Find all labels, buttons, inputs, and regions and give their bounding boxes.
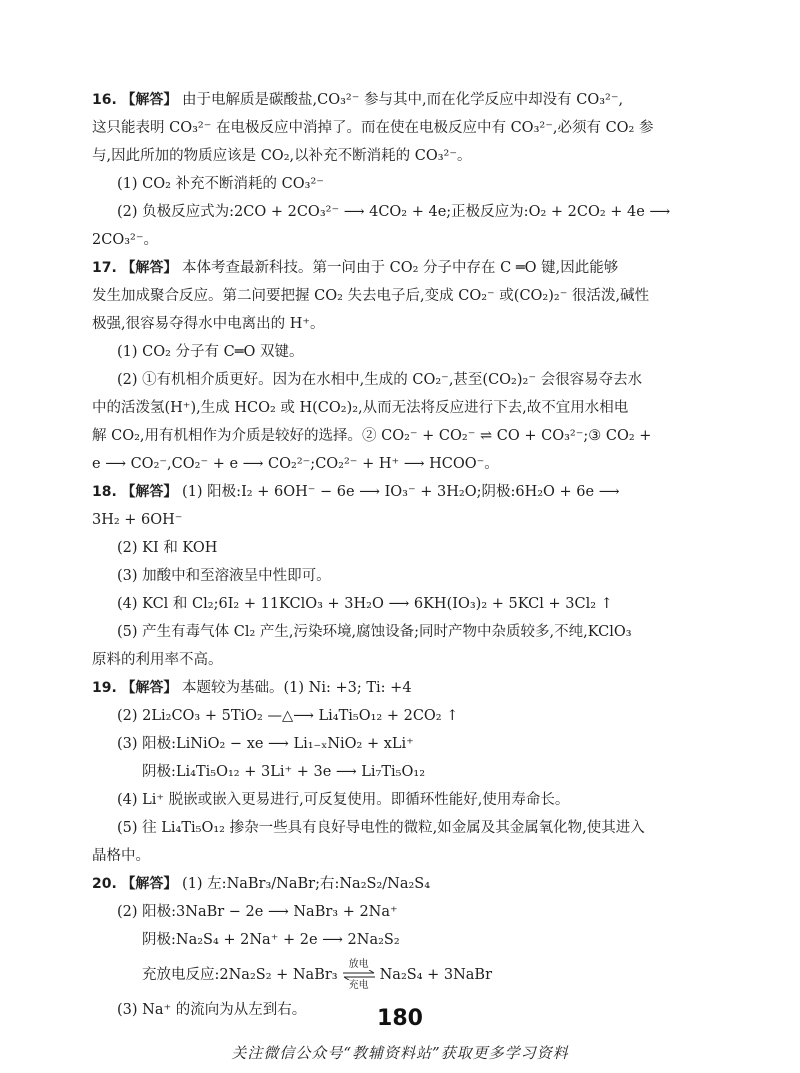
footer-watermark: 关注微信公众号“教辅资料站”获取更多学习资料 (231, 1044, 569, 1062)
answer-17-part-2-cont: e ⟶ CO₂⁻,CO₂⁻ + e ⟶ CO₂²⁻;CO₂²⁻ + H⁺ ⟶ HCOO⁻。 (92, 456, 499, 472)
reversible-arrow-icon (342, 960, 376, 990)
answer-18-part-5-cont: 原料的利用率不高。 (92, 652, 223, 668)
answer-17-part-2-cont: 解 CO₂,用有机相作为介质是较好的选择。② CO₂⁻ + CO₂⁻ ⇌ CO + CO₃²⁻;③ CO₂ + (92, 428, 652, 444)
answer-20-part-3: (3) Na⁺ 的流向为从左到右。 (117, 1002, 307, 1018)
answer-tag: 【解答】 (121, 260, 178, 276)
answer-text: 本体考查最新科技。第一问由于 CO₂ 分子中存在 C ═O 键,因此能够 (177, 260, 619, 276)
answer-text: 本题较为基础。(1) Ni: +3; Ti: +4 (177, 680, 412, 696)
answer-17-part-2-cont: 中的活泼氢(H⁺),生成 HCO₂ 或 H(CO₂)₂,从而无法将反应进行下去,故不宜用水相电 (92, 400, 629, 416)
answer-tag: 【解答】 (121, 484, 178, 500)
question-number: 18. (92, 484, 117, 500)
equation-right: Na₂S₄ + 3NaBr (379, 967, 493, 983)
answer-17-part-1: (1) CO₂ 分子有 C═O 双键。 (117, 344, 304, 360)
answer-18-line-2: 3H₂ + 6OH⁻ (92, 512, 183, 528)
answer-20-charge-discharge (92, 958, 710, 992)
answer-tag: 【解答】 (121, 680, 178, 696)
answer-19-part-5: (5) 往 Li₄Ti₅O₁₂ 掺杂一些具有良好导电性的微粒,如金属及其金属氧化物,使其进入 (117, 820, 645, 836)
answer-19-part-3: (3) 阳极:LiNiO₂ − xe ⟶ Li₁₋ₓNiO₂ + xLi⁺ (117, 736, 414, 752)
answer-20-line-1 (92, 874, 710, 894)
answer-17-part-2: (2) ①有机相介质更好。因为在水相中,生成的 CO₂⁻,甚至(CO₂)₂⁻ 会很容易夺去水 (117, 372, 643, 388)
answer-16-line-2: 这只能表明 CO₃²⁻ 在电极反应中消掉了。而在使在电极反应中有 CO₃²⁻,必须有 CO₂ 参 (92, 120, 654, 136)
answer-19-line-1 (92, 678, 710, 698)
answer-text: (1) 阳极:I₂ + 6OH⁻ − 6e ⟶ IO₃⁻ + 3H₂O;阴极:6H₂O + 6e ⟶ (177, 484, 620, 500)
page-number: 180 (377, 1006, 423, 1031)
answer-18-part-4: (4) KCl 和 Cl₂;6I₂ + 11KClO₃ + 3H₂O ⟶ 6KH(IO₃)₂ + 5KCl + 3Cl₂ ↑ (117, 596, 613, 612)
answer-16-line-3: 与,因此所加的物质应该是 CO₂,以补充不断消耗的 CO₃²⁻。 (92, 148, 472, 164)
answer-16-line-1 (92, 90, 710, 110)
answer-18-part-3: (3) 加酸中和至溶液呈中性即可。 (117, 568, 331, 584)
answer-17-line-2: 发生加成聚合反应。第二问要把握 CO₂ 失去电子后,变成 CO₂⁻ 或(CO₂)₂⁻ 很活泼,碱性 (92, 288, 650, 304)
answer-17-line-3: 极强,很容易夺得水中电离出的 H⁺。 (92, 316, 325, 332)
answer-tag: 【解答】 (121, 876, 178, 892)
answer-19-part-5-cont: 晶格中。 (92, 848, 150, 864)
answer-tag: 【解答】 (121, 92, 178, 108)
answer-19-part-2: (2) 2Li₂CO₃ + 5TiO₂ —△⟶ Li₄Ti₅O₁₂ + 2CO₂ ↑ (117, 708, 459, 724)
equation-left: 充放电反应:2Na₂S₂ + NaBr₃ (142, 967, 338, 983)
answer-19-part-4: (4) Li⁺ 脱嵌或嵌入更易进行,可反复使用。即循环性能好,使用寿命长。 (117, 792, 570, 808)
answer-18-line-1 (92, 482, 710, 502)
question-number: 19. (92, 680, 117, 696)
answer-content (92, 90, 710, 1028)
question-number: 17. (92, 260, 117, 276)
answer-18-part-5: (5) 产生有毒气体 Cl₂ 产生,污染环境,腐蚀设备;同时产物中杂质较多,不纯,KClO₃ (117, 624, 632, 640)
question-number: 16. (92, 92, 117, 108)
answer-19-part-3-cathode: 阴极:Li₄Ti₅O₁₂ + 3Li⁺ + 3e ⟶ Li₇Ti₅O₁₂ (142, 764, 426, 780)
answer-text: (1) 左:NaBr₃/NaBr;右:Na₂S₂/Na₂S₄ (177, 876, 431, 892)
answer-20-part-2: (2) 阳极:3NaBr − 2e ⟶ NaBr₃ + 2Na⁺ (117, 904, 398, 920)
arrow-top-label: 放电 (348, 959, 369, 970)
question-number: 20. (92, 876, 117, 892)
answer-16-part-1: (1) CO₂ 补充不断消耗的 CO₃²⁻ (117, 176, 324, 192)
answer-17-line-1 (92, 258, 710, 278)
answer-16-part-2-cont: 2CO₃²⁻。 (92, 232, 158, 248)
answer-text: 由于电解质是碳酸盐,CO₃²⁻ 参与其中,而在化学反应中却没有 CO₃²⁻, (177, 92, 624, 108)
answer-16-part-2: (2) 负极反应式为:2CO + 2CO₃²⁻ ⟶ 4CO₂ + 4e;正极反应为:O₂ + 2CO₂ + 4e ⟶ (117, 204, 671, 220)
arrow-bottom-label: 充电 (348, 980, 369, 991)
answer-20-part-2-cathode: 阴极:Na₂S₄ + 2Na⁺ + 2e ⟶ 2Na₂S₂ (142, 932, 400, 948)
answer-18-part-2: (2) KI 和 KOH (117, 540, 218, 556)
